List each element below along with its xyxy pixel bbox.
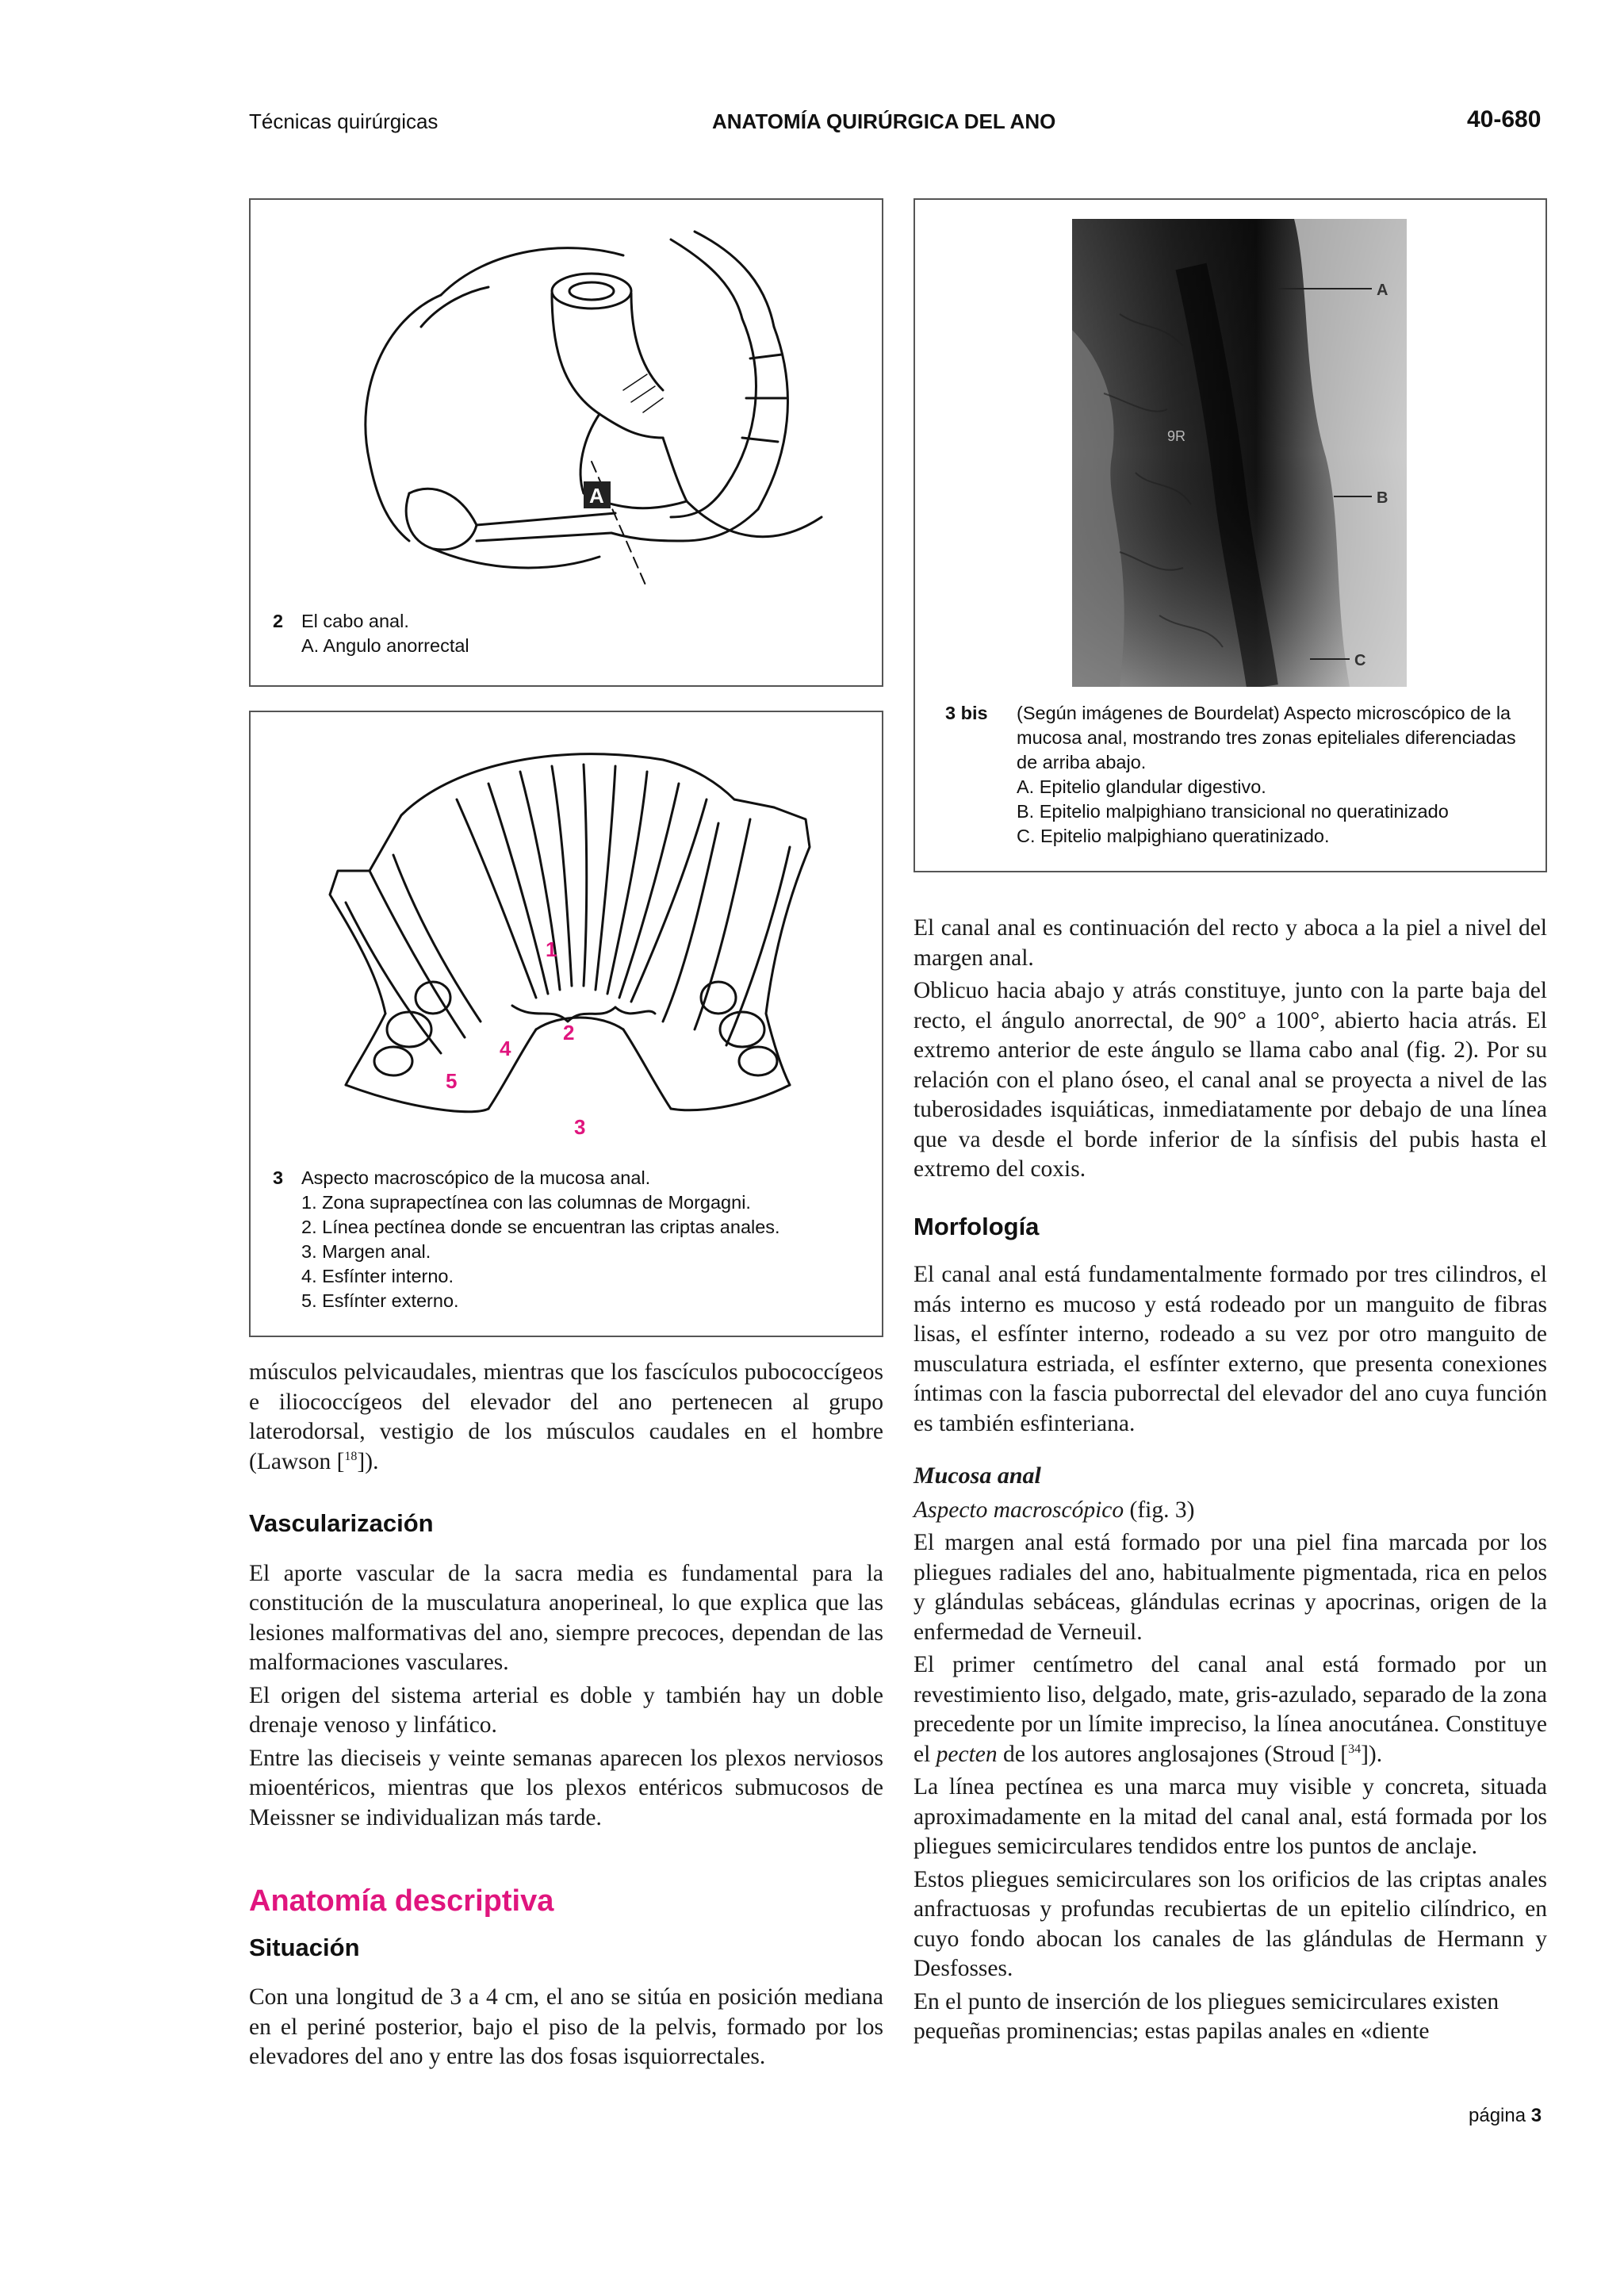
section-heading: Anatomía descriptiva [249,1884,554,1918]
figure-3-illustration [251,712,885,1156]
paragraph: El aporte vascular de la sacra media es fundamental para la constitución de la musculatura anoperineal, lo que explica que las lesiones malformativas del ano, siempre precoces, dependan de las malformaciones vasculares. [249,1560,883,1675]
left-column [249,1358,883,2076]
paragraph: El canal anal es continuación del recto y aboca a la piel a nivel del margen anal. [914,915,1547,971]
figure-2-caption-line: A. Angulo anorrectal [301,635,469,656]
reference-number: 34 [1348,1742,1362,1756]
figure-3bis-caption-line: A. Epitelio glandular digestivo. [1017,776,1266,797]
vascularizacion-heading: Vascularización [249,1509,434,1537]
aspecto-heading: Aspecto macroscópico [914,1497,1124,1523]
p4-text: El primer centímetro del canal anal está formado por un revestimiento liso, delgado, mate, gris-azulado, separado de la zona precedente por un límite impreciso, la línea anocutánea. Constituye el [914,1652,1547,1767]
figure-3-caption-line: 5. Esfínter externo. [301,1290,459,1311]
figure-3-box [249,711,883,1337]
figure-3bis-caption-line: (Según imágenes de Bourdelat) Aspecto microscópico de la [1017,703,1511,723]
paragraph: La línea pectínea es una marca muy visible y concreta, situada aproximadamente en la mitad del canal anal, está formada por los pliegues semicirculares tendidos entre los puntos de anclaje. [914,1774,1547,1859]
figure-3-label-4: 4 [500,1037,511,1060]
paragraph: En el punto de inserción de los pliegues semicirculares existen pequeñas prominencias; estas papilas anales en «diente [914,1988,1500,2044]
figure-2-label-a: A [589,484,604,508]
figure-3bis-box [914,198,1547,872]
figure-2-number: 2 [273,611,284,631]
paragraph: El canal anal está fundamentalmente formado por tres cilindros, el más interno es mucoso y está rodeado por un manguito de fibras lisas, el esfínter interno, rodeado a su vez por otro manguito de musculatura estriada, el esfínter externo, que presenta conexiones íntimas con la fascia puborrectal del elevador del ano cuya función es también esfinteriana. [914,1262,1547,1436]
reference-number: 18 [344,1449,358,1463]
figure-3bis-caption [945,701,1532,852]
figure-3-label-1: 1 [546,937,557,961]
intro-text: músculos pelvicaudales, mientras que los fascículos pubococcígeos e iliococcígeos del elevador del ano pertenecen al grupo laterodorsal, vestigio de los músculos caudales en el hombre (Lawson [ [249,1359,883,1474]
figure-3-label-3: 3 [574,1115,586,1139]
running-header-section: Técnicas quirúrgicas [249,109,439,133]
p4-text-mid: de los autores anglosajones (Stroud [ [997,1741,1349,1767]
page-number: 3 [1530,2105,1542,2126]
intro-end: ]). [357,1448,379,1474]
figure-2-caption-line: El cabo anal. [301,611,409,631]
figure-2-box [249,198,883,687]
figure-3-caption-line: Aspecto macroscópico de la mucosa anal. [301,1167,651,1188]
aspecto-ref: (fig. 3) [1124,1497,1195,1523]
figure-3bis-number: 3 bis [945,703,988,723]
page-footer [1469,2105,1542,2127]
paragraph: Estos pliegues semicirculares son los orificios de las criptas anales anfractuosas y profundas recubiertas de un epitelio cilíndrico, en cuyo fondo abocan los canales de las glándulas de Hermann y Desfosses. [914,1866,1547,1981]
figure-2-illustration [251,200,885,612]
figure-3bis-caption-line: de arriba abajo. [1017,752,1147,772]
figure-3bis-caption-line: B. Epitelio malpighiano transicional no queratinizado [1017,801,1449,822]
paragraph [914,1650,1547,1769]
paragraph: Entre las dieciseis y veinte semanas aparecen los plexos nerviosos mioentéricos, mientras que los plexos entéricos submucosos de Meissner se individualizan más tarde. [249,1745,883,1830]
paragraph: Con una longitud de 3 a 4 cm, el ano se sitúa en posición mediana en el periné posterior, bajo el piso de la pelvis, formado por los elevadores del ano y entre las dos fosas isquiorrectales. [249,1984,883,2069]
figure-3-number: 3 [273,1167,284,1188]
page-code: 40-680 [1467,106,1542,132]
figure-3-caption-line: 2. Línea pectínea donde se encuentran las criptas anales. [301,1217,780,1237]
situacion-heading: Situación [249,1933,360,1961]
figure-3-caption-line: 1. Zona suprapectínea con las columnas de Morgagni. [301,1192,751,1213]
paragraph [249,1358,883,1477]
subheading [914,1496,1547,1526]
svg-text:9R: 9R [1167,428,1186,444]
micrograph-label-c: C [1354,652,1366,669]
figure-3-label-5: 5 [446,1069,458,1093]
figure-3-caption-line: 3. Margen anal. [301,1241,431,1262]
figure-3-label-2: 2 [563,1021,575,1045]
paragraph: Oblicuo hacia abajo y atrás constituye, junto con la parte baja del recto, el ángulo anorrectal, de 90° a 100°, abierto hacia atrás. El extremo anterior de este ángulo se llama cabo anal (fig. 2). Por su relación con el plano óseo, el canal anal se proyecta a nivel de las tuberosidades isquiáticas, inmediatamente por debajo de una línea que va desde el borde inferior de la sínfisis del pubis hasta el extremo del coxis. [914,978,1547,1182]
running-header-title: ANATOMÍA QUIRÚRGICA DEL ANO [712,109,1056,133]
figure-3-caption [273,1166,875,1317]
morfologia-heading: Morfología [914,1212,1040,1240]
mucosa-anal-heading: Mucosa anal [914,1462,1041,1489]
p4-text-end: ]). [1361,1741,1383,1767]
paragraph: El origen del sistema arterial es doble y también hay un doble drenaje venoso y linfático. [249,1682,883,1738]
figure-3bis-caption-line: mucosa anal, mostrando tres zonas epiteliales diferenciadas [1017,727,1516,748]
figure-3bis-caption-line: C. Epitelio malpighiano queratinizado. [1017,826,1330,846]
right-column [914,914,1547,2050]
figure-2-caption [273,609,860,665]
micrograph-label-a: A [1377,282,1388,299]
pecten-term: pecten [936,1741,998,1767]
footer-label: página [1469,2105,1526,2126]
figure-3-caption-line: 4. Esfínter interno. [301,1266,454,1286]
micrograph-label-b: B [1377,489,1388,507]
paragraph: El margen anal está formado por una piel fina marcada por los pliegues radiales del ano, habitualmente pigmentada, rica en pelos y glándulas sebáceas, glándulas ecrinas y apocrinas, origen de la enfermedad de Verneuil. [914,1530,1547,1645]
micrograph-image [1072,219,1407,687]
